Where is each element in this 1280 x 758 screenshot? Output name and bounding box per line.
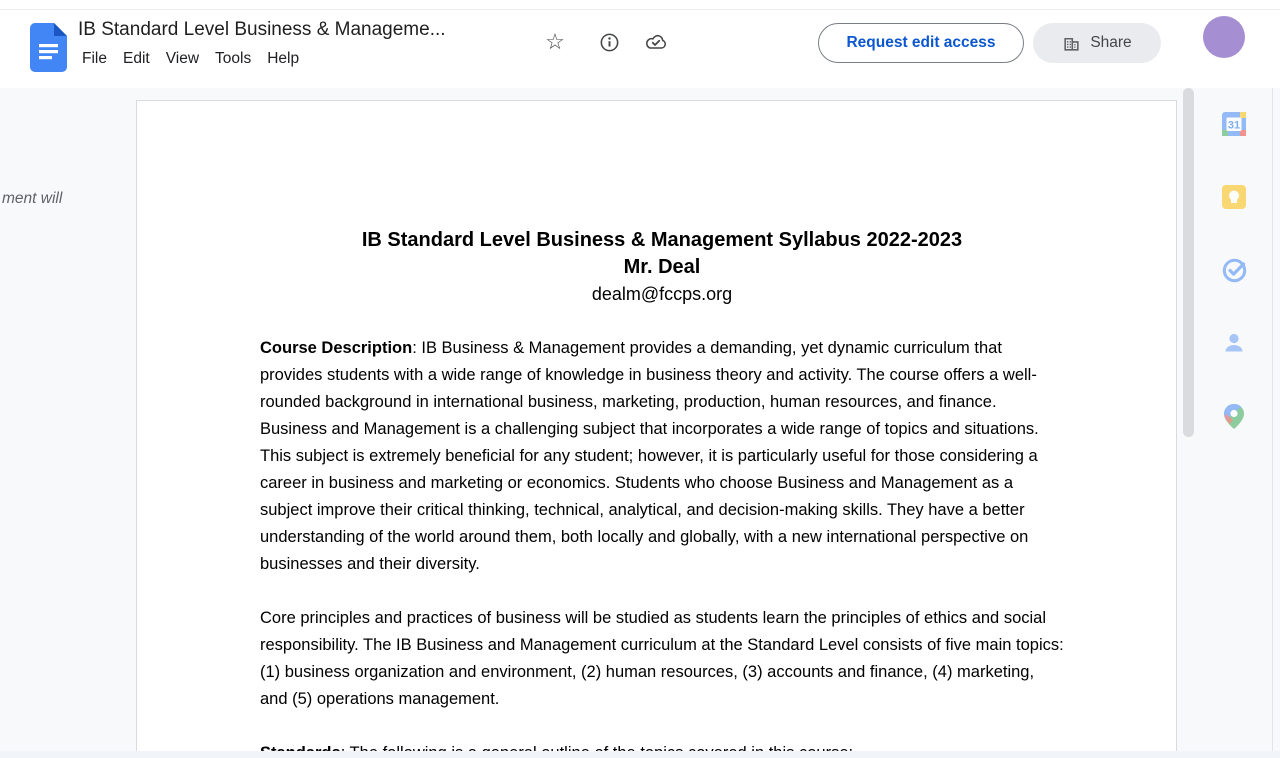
keep-icon[interactable]: [1210, 173, 1258, 221]
google-docs-logo-icon[interactable]: [30, 23, 67, 72]
side-panel: [1210, 88, 1258, 440]
document-canvas: [0, 88, 1280, 758]
document-text: [137, 101, 1176, 758]
contacts-icon[interactable]: [1210, 319, 1258, 367]
info-icon[interactable]: [597, 30, 621, 54]
share-button[interactable]: [1033, 23, 1161, 63]
bottom-edge: [0, 751, 1280, 758]
svg-text:31: 31: [1227, 119, 1241, 132]
tasks-icon[interactable]: [1210, 246, 1258, 294]
side-panel-divider: [1272, 88, 1273, 758]
calendar-icon[interactable]: [1210, 100, 1258, 148]
core-principles-paragraph: Core principles and practices of business will be studied as students learn the principles of ethics and social responsibility. The IB Business and Management curriculum at the Standard Level consists of five main topics: (1) business organization and environment, (2) human resources, (3) accounts and finance, (4) marketing, and (5) operations management.: [260, 609, 1064, 708]
document-page[interactable]: [136, 100, 1177, 758]
menu-item-help[interactable]: Help: [267, 50, 300, 67]
account-avatar[interactable]: [1203, 16, 1245, 58]
doc-heading: IB Standard Level Business & Management Syllabus 2022-2023: [361, 229, 963, 251]
menu-item-view[interactable]: View: [165, 50, 200, 67]
course-description-label: Course Description: [260, 339, 413, 357]
request-edit-access-button[interactable]: Request edit access: [818, 23, 1024, 63]
docs-header: [0, 0, 1280, 88]
course-description-text: : IB Business & Management provides a demanding, yet dynamic curriculum that provides students with a wide range of knowledge in business theory and activity. The course offers a well-rounded background in international business, marketing, production, human resources, and finance. Business and Management is a challenging subject that incorporates a wide range of topics and situations. This subject is extremely beneficial for any student; however, it is particularly useful for those considering a career in business and marketing or economics. Students who choose Business and Management as a subject improve their critical thinking, technical, analytical, and decision-making skills. They have a better understanding of the world around them, both locally and globally, with a new international perspective on businesses and their diversity.: [260, 339, 1044, 573]
maps-icon[interactable]: [1210, 392, 1258, 440]
doc-email: dealm@fccps.org: [591, 284, 733, 304]
document-title[interactable]: IB Standard Level Business & Manageme...: [78, 19, 446, 40]
menu-item-tools[interactable]: Tools: [215, 50, 252, 67]
organization-share-icon: [1062, 34, 1081, 53]
top-divider: [0, 9, 1280, 10]
cloud-saved-icon[interactable]: [644, 30, 668, 54]
vertical-scrollbar[interactable]: [1183, 88, 1194, 437]
share-label: Share: [1090, 34, 1132, 51]
menu-bar: [74, 48, 307, 70]
doc-author: Mr. Deal: [623, 256, 701, 278]
menu-item-edit[interactable]: Edit: [122, 50, 150, 67]
margin-note: ment will: [2, 190, 63, 207]
course-description-paragraph: [260, 335, 1064, 578]
star-icon[interactable]: ☆: [545, 29, 565, 54]
menu-item-file[interactable]: File: [82, 50, 107, 67]
